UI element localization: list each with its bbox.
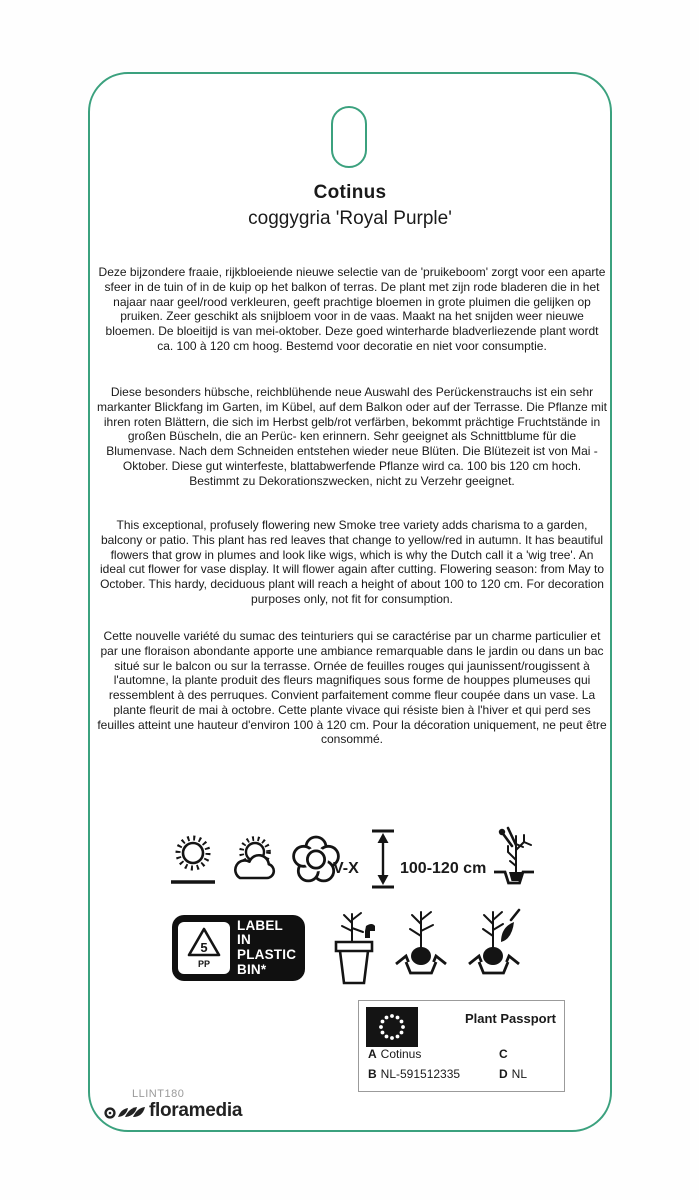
plant-passport-title: Plant Passport bbox=[464, 1011, 556, 1026]
plant-passport-box bbox=[358, 1000, 565, 1092]
recycling-code: 5 bbox=[200, 940, 208, 955]
hang-hole bbox=[331, 106, 367, 168]
passport-field-b: B NL-591512335 bbox=[368, 1067, 461, 1081]
recycling-badge-text: LABEL IN PLASTIC BIN* bbox=[237, 917, 297, 977]
pot-watering-icon bbox=[327, 906, 385, 986]
flowering-period-label: V-X bbox=[333, 860, 359, 877]
pp5-recycling-icon bbox=[178, 922, 230, 974]
passport-field-c: C bbox=[499, 1047, 508, 1061]
pruning-plant-icon bbox=[492, 824, 536, 892]
description-english: This exceptional, profusely flowering new Smoke tree variety adds charisma to a garden, balcony or patio. This plant has red leaves that change to yellow/red in autumn. It has beautiful flowers that grow in plumes and look like wigs, which is why the Dutch call it a 'wig tree'. An ideal cut flower for vase display. It will flower again after cutting. Flowering season: from May to October. This hardy, deciduous plant will reach a height of about 100 to 120 cm. For decoration purposes only, not fit for consumption. bbox=[100, 518, 604, 606]
description-german: Diese besonders hübsche, reichblühende neue Auswahl des Perückenstrauchs ist ein sehr markanter Blickfang im Garten, im Kübel, auf dem Balkon oder auf der Terrasse. Die Pflanze mit ihren roten Blättern, die sich im Herbst gelb/rot verfärben, bekommt prächtige Fruchtstände in großen Büscheln, die an Perüc- ken erinnern. Sehr geeignet als Schnittblume für die Blumenvase. Nach dem Schneiden entstehen wieder neue Blüten. Die Blütezeit ist von Mai - Oktober. Diese gut winterfeste, blattabwerfende Pflanze wird ca. 100 bis 120 cm hoch. Bestimmt zu Dekorationszwecken, nicht zu Verzehr geeignet. bbox=[97, 385, 608, 488]
height-range-icon bbox=[370, 828, 396, 890]
full-sun-icon bbox=[168, 830, 218, 890]
plant-root-ball-icon bbox=[393, 906, 449, 986]
brand-wordmark: floramedia bbox=[149, 1100, 243, 1121]
passport-field-a: A Cotinus bbox=[368, 1047, 422, 1061]
floramedia-leaf-icon bbox=[104, 1100, 146, 1122]
label-product-code: LLINT180 bbox=[132, 1088, 185, 1100]
description-dutch: Deze bijzondere fraaie, rijkbloeiende nieuwe selectie van de 'pruikeboom' zorgt voor een aparte sfeer in de tuin of in de kuip op het balkon of terras. De plant met zijn rode bladeren die in het najaar naar geel/rood verkleuren, geeft prachtige bloemen in grote pluimen die gelijken op pruiken. Zeer geschikt als snijbloem voor in de vaas. Maakt na het snijden weer nieuwe bloemen. De bloeitijd is van mei-oktober. Deze goed winterharde bladverliezende plant wordt ca. 100 à 120 cm hoog. Bestemd voor decoratie en niet voor consumptie. bbox=[98, 265, 606, 353]
height-range-label: 100-120 cm bbox=[400, 860, 487, 877]
partial-shade-icon bbox=[227, 832, 283, 888]
passport-field-d: D NL bbox=[499, 1067, 528, 1081]
description-french: Cette nouvelle variété du sumac des teinturiers qui se caractérise par un charme particulier et par une floraison abondante apporte une ambiance remarquable dans le jardin ou dans un bac situé sur le balcon ou sur la terrasse. Ornée de feuilles rouges qui jaunissent/rougissent à l'automne, la plante produit des fleurs magnifiques sous forme de houppes plumeuses qui ressemblent à des perruques. Convient parfaitement comme fleur coupée dans un vase. La plante fleurit de mai à octobre. Cette plante vivace qui résiste bien à l'hiver et qui perd ses feuilles atteint une hauteur d'environ 100 à 120 cm. Pour la décoration uniquement, ne peut être consommé. bbox=[97, 629, 607, 747]
plant-genus-title: Cotinus bbox=[313, 182, 387, 203]
floramedia-logo bbox=[104, 1100, 242, 1122]
plant-variety-subtitle: coggygria 'Royal Purple' bbox=[248, 208, 452, 229]
plant-label-card bbox=[88, 72, 612, 1132]
recycling-material: PP bbox=[197, 959, 211, 969]
recycling-badge bbox=[172, 915, 305, 981]
eu-flag-icon bbox=[366, 1007, 418, 1047]
plant-with-trowel-icon bbox=[467, 906, 523, 986]
